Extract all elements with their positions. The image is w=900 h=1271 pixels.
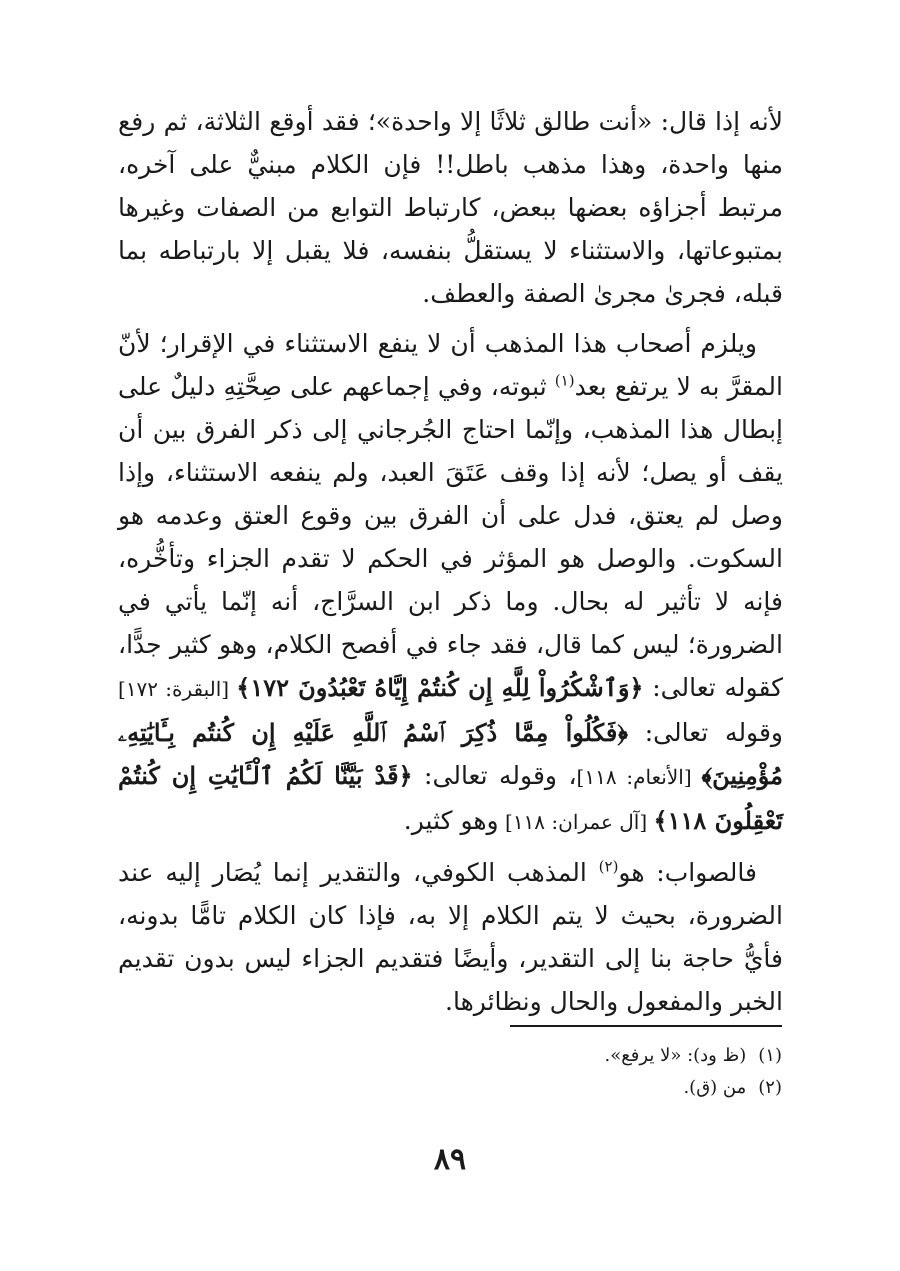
quran-verse: ﴿قَدْ بَيَّنَّا لَكُمُ ٱلْـَٔايَٰتِ إِن كُنتُمْ تَعْقِلُونَ ١١٨﴾ xyxy=(118,761,783,835)
paragraph-1 xyxy=(118,100,783,315)
page-body xyxy=(118,100,783,1030)
page-number: ٨٩ xyxy=(433,1142,467,1177)
footnote-2 xyxy=(282,1072,782,1104)
paragraph-text: المذهب الكوفي، والتقدير إنما يُصَار إليه عند الضرورة، بحيث لا يتم الكلام إلا به، فإذا كان الكلام تامًّا بدونه، فأيُّ حاجة بنا إلى التقدير، وأيضًا فتقديم الجزاء ليس بدون تقديم الخبر والمفعول والحال ونظائرها. xyxy=(118,858,783,1016)
paragraph-text: ، وقوله تعالى: xyxy=(412,761,577,790)
verse-citation: [البقرة: ١٧٢] xyxy=(118,677,237,701)
paragraph-3 xyxy=(118,851,783,1023)
footnote-reference: (١) xyxy=(554,371,575,390)
footnote-reference: (٢) xyxy=(598,857,619,876)
paragraph-text: لأنه إذا قال: «أنت طالق ثلاثًا إلا واحدة»؛ فقد أوقع الثلاثة، ثم رفع منها واحدة، وهذا مذهب باطل!! فإن الكلام مبنيٌّ على آخره، مرتبط أجزاؤه بعضها ببعض، كارتباط التوابع من الصفات وغيرها بمتبوعاتها، والاستثناء لا يستقلُّ بنفسه، فلا يقبل إلا بارتباطه بما قبله، فجرىٰ مجرىٰ الصفة والعطف. xyxy=(118,107,783,308)
verse-citation: [الأنعام: ١١٨] xyxy=(576,765,702,789)
paragraph-text: فالصواب: هو xyxy=(618,858,757,887)
footnote-text: من (ق). xyxy=(683,1077,747,1098)
paragraph-text: ثبوته، وفي إجماعهم على صِحَّتِهِ دليلٌ على إبطال هذا المذهب، وإنّما احتاج الجُرجاني إلى ذكر الفرق بين أن يقف أو يصل؛ لأنه إذا وقف عَتَقَ العبد، ولم ينفعه الاستثناء، وإذا وصل لم يعتق، فدل على أن الفرق بين وقوع العتق وعدمه هو السكوت. والوصل هو المؤثر في الحكم لا تقدم الجزاء وتأخُّره، فإنه لا تأثير له بحال. وما ذكر ابن السرَّاج، أنه إنّما يأتي في الضرورة؛ ليس كما قال، فقد جاء في أفصح الكلام، وهو كثير جدًّا، كقوله تعالى: xyxy=(118,372,784,702)
footnote-1 xyxy=(282,1040,782,1072)
footnote-number: (٢) xyxy=(758,1077,782,1098)
paragraph-text: وهو كثير. xyxy=(403,806,499,835)
footnotes xyxy=(282,1040,782,1104)
footnote-text: (ظ ود): «لا يرفع». xyxy=(604,1045,747,1066)
paragraph-2 xyxy=(118,322,783,844)
quran-verse: ﴿وَٱشْكُرُواْ لِلَّهِ إِن كُنتُمْ إِيَّاهُ تَعْبُدُونَ ١٧٢﴾ xyxy=(236,673,644,702)
verse-citation: [آل عمران: ١١٨] xyxy=(498,810,654,834)
paragraph-text: وقوله تعالى: xyxy=(627,718,784,747)
footnote-divider xyxy=(510,1025,782,1027)
quran-verse: ﴿فَكُلُواْ مِمَّا ذُكِرَ ٱسْمُ ٱللَّهِ عَلَيْهِ إِن كُنتُم بِـَٔايَٰتِهِۦ مُؤْمِنِينَ﴾ xyxy=(118,718,783,790)
footnote-number: (١) xyxy=(758,1045,782,1066)
paragraph-text: ويلزم أصحاب هذا المذهب أن لا ينفع الاستثناء في الإقرار؛ لأنّ المقرَّ به لا يرتفع بعد xyxy=(118,329,783,401)
